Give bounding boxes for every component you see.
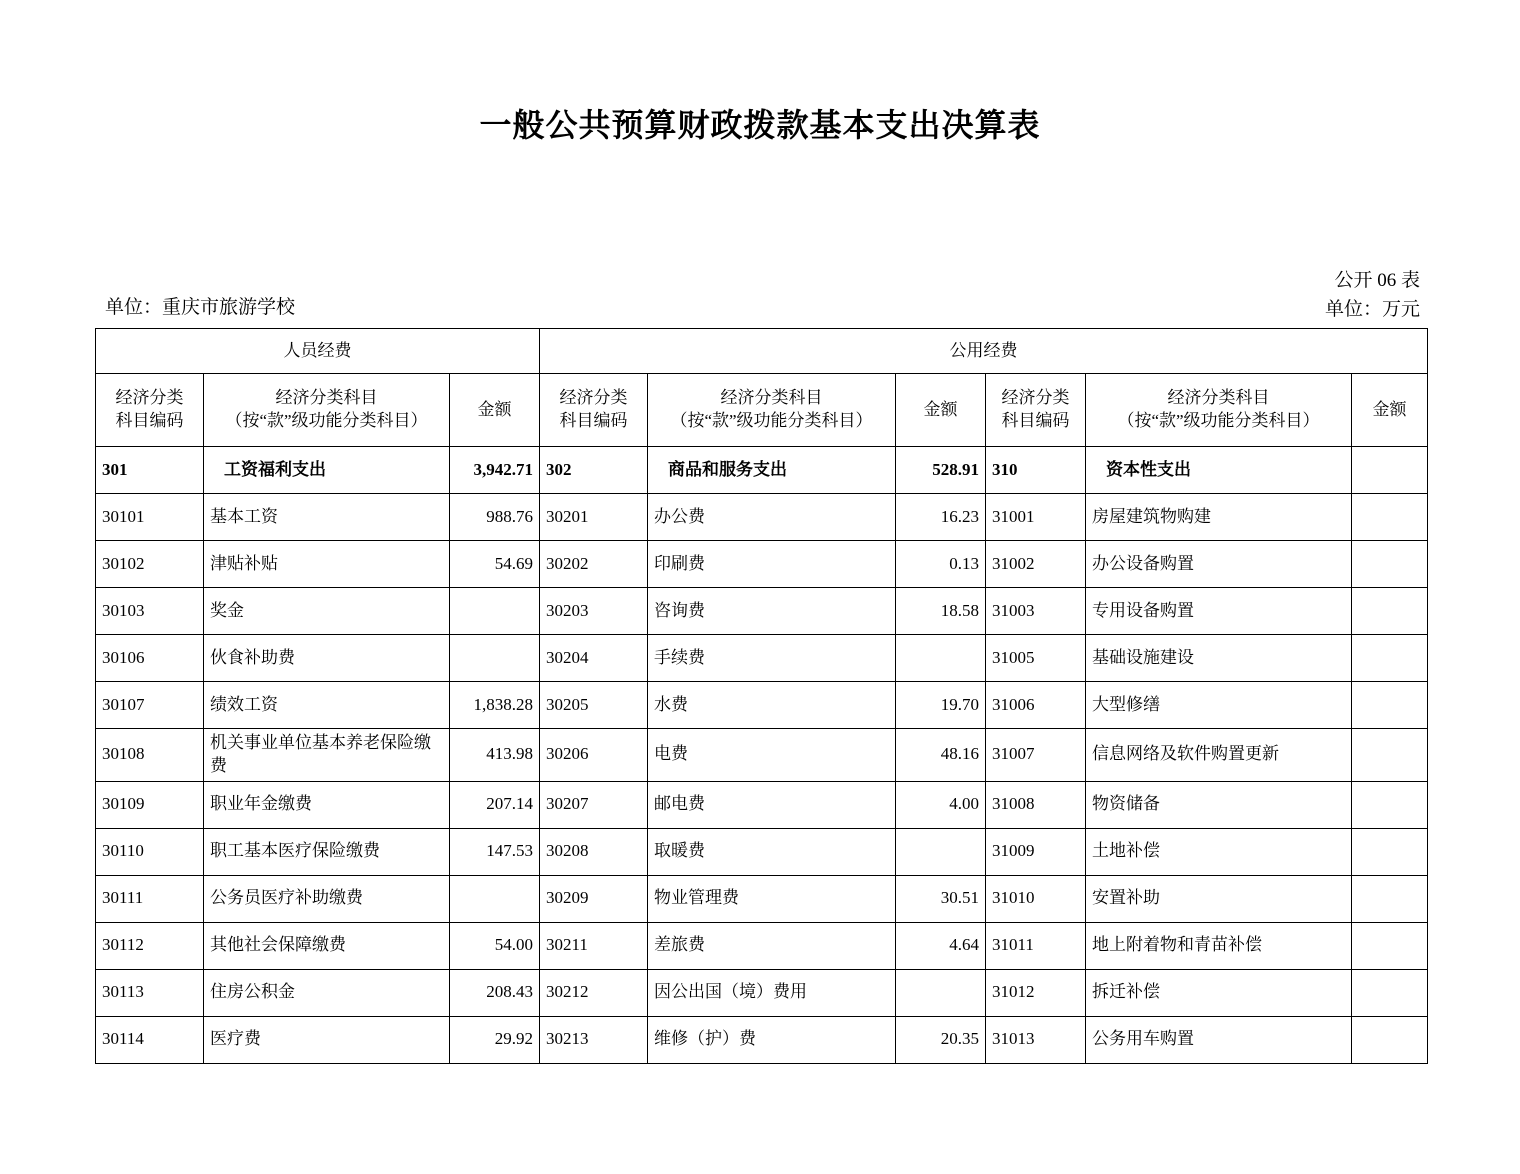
cell-service-amount: [896, 635, 986, 682]
cell-capital-amount: [1352, 875, 1428, 922]
cell-service-code: 30204: [540, 635, 648, 682]
unit-label: 单位：重庆市旅游学校: [105, 297, 296, 318]
col-header-name-2: [648, 374, 896, 447]
cell-personnel-amount: 1,838.28: [450, 682, 540, 729]
cell-service-code: 30207: [540, 781, 648, 828]
group-header-public: 公用经费: [540, 329, 1428, 374]
cell-personnel-amount: 208.43: [450, 969, 540, 1016]
cell-personnel-name: 住房公积金: [204, 969, 450, 1016]
cell-service-code: 30213: [540, 1016, 648, 1063]
cell-service-amount: 0.13: [896, 541, 986, 588]
col-header-code-2: [540, 374, 648, 447]
cell-capital-code: 31011: [986, 922, 1086, 969]
cell-personnel-code: 30107: [96, 682, 204, 729]
document-page: [0, 100, 1520, 1174]
budget-table: [95, 328, 1428, 1064]
col-header-code-1: [96, 374, 204, 447]
cell-service-code: 30212: [540, 969, 648, 1016]
cell-personnel-amount: 54.00: [450, 922, 540, 969]
cell-service-name: 取暖费: [648, 828, 896, 875]
col-header-amount-2: 金额: [896, 374, 986, 447]
cell-personnel-amount: 29.92: [450, 1016, 540, 1063]
col-header-name-line2: （按“款”级功能分类科目）: [1117, 411, 1320, 430]
cell-capital-name: 地上附着物和青苗补偿: [1086, 922, 1352, 969]
cell-personnel-amount: 988.76: [450, 494, 540, 541]
col-header-name-line1: 经济分类科目: [720, 388, 823, 408]
table-head: [96, 329, 1428, 447]
cell-service-amount: 4.00: [896, 781, 986, 828]
cell-personnel-code: 30101: [96, 494, 204, 541]
table-row: [96, 828, 1428, 875]
cell-personnel-name: 工资福利支出: [204, 447, 450, 494]
cell-capital-code: 310: [986, 447, 1086, 494]
cell-service-name: 印刷费: [648, 541, 896, 588]
cell-personnel-name: 职工基本医疗保险缴费: [204, 828, 450, 875]
cell-personnel-code: 30109: [96, 781, 204, 828]
cell-personnel-name: 医疗费: [204, 1016, 450, 1063]
cell-capital-name: 公务用车购置: [1086, 1016, 1352, 1063]
cell-service-amount: 48.16: [896, 729, 986, 782]
cell-service-amount: 4.64: [896, 922, 986, 969]
cell-personnel-name: 机关事业单位基本养老保险缴费: [204, 729, 450, 782]
cell-personnel-amount: 413.98: [450, 729, 540, 782]
col-header-amount-1: 金额: [450, 374, 540, 447]
cell-service-amount: 528.91: [896, 447, 986, 494]
form-meta: [1325, 266, 1420, 325]
cell-capital-name: 专用设备购置: [1086, 588, 1352, 635]
cell-capital-code: 31001: [986, 494, 1086, 541]
cell-service-amount: 18.58: [896, 588, 986, 635]
cell-service-name: 物业管理费: [648, 875, 896, 922]
cell-personnel-name: 基本工资: [204, 494, 450, 541]
cell-service-name: 维修（护）费: [648, 1016, 896, 1063]
cell-capital-name: 安置补助: [1086, 875, 1352, 922]
col-header-code-line2: 科目编码: [559, 411, 628, 430]
cell-personnel-code: 30102: [96, 541, 204, 588]
cell-service-amount: 16.23: [896, 494, 986, 541]
cell-personnel-amount: 147.53: [450, 828, 540, 875]
group-header-personnel: 人员经费: [96, 329, 540, 374]
cell-capital-code: 31013: [986, 1016, 1086, 1063]
cell-capital-name: 物资储备: [1086, 781, 1352, 828]
cell-capital-code: 31002: [986, 541, 1086, 588]
form-number: 公开 06 表: [1334, 270, 1420, 291]
table-row: [96, 875, 1428, 922]
column-header-row: [96, 374, 1428, 447]
cell-personnel-code: 301: [96, 447, 204, 494]
cell-service-name: 水费: [648, 682, 896, 729]
cell-service-name: 差旅费: [648, 922, 896, 969]
table-row: [96, 635, 1428, 682]
cell-personnel-amount: [450, 588, 540, 635]
col-header-name-line2: （按“款”级功能分类科目）: [225, 411, 428, 430]
table-row: [96, 729, 1428, 782]
cell-service-amount: [896, 828, 986, 875]
col-header-code-line2: 科目编码: [115, 411, 184, 430]
col-header-code-line1: 经济分类: [559, 388, 628, 408]
cell-capital-code: 31003: [986, 588, 1086, 635]
cell-personnel-name: 津贴补贴: [204, 541, 450, 588]
col-header-name-line1: 经济分类科目: [275, 388, 378, 408]
table-row: [96, 1016, 1428, 1063]
table-row: [96, 588, 1428, 635]
col-header-code-line1: 经济分类: [115, 388, 184, 408]
cell-personnel-name: 公务员医疗补助缴费: [204, 875, 450, 922]
cell-personnel-code: 30112: [96, 922, 204, 969]
cell-service-amount: 20.35: [896, 1016, 986, 1063]
cell-service-name: 咨询费: [648, 588, 896, 635]
cell-capital-amount: [1352, 1016, 1428, 1063]
cell-personnel-code: 30110: [96, 828, 204, 875]
cell-service-code: 30202: [540, 541, 648, 588]
cell-capital-code: 31008: [986, 781, 1086, 828]
cell-service-code: 30209: [540, 875, 648, 922]
cell-capital-amount: [1352, 447, 1428, 494]
cell-service-code: 302: [540, 447, 648, 494]
cell-capital-code: 31005: [986, 635, 1086, 682]
cell-capital-name: 拆迁补偿: [1086, 969, 1352, 1016]
cell-service-amount: [896, 969, 986, 1016]
cell-personnel-amount: [450, 635, 540, 682]
cell-capital-amount: [1352, 969, 1428, 1016]
cell-service-name: 办公费: [648, 494, 896, 541]
cell-capital-amount: [1352, 635, 1428, 682]
cell-service-name: 因公出国（境）费用: [648, 969, 896, 1016]
cell-personnel-name: 奖金: [204, 588, 450, 635]
cell-personnel-amount: 54.69: [450, 541, 540, 588]
cell-capital-name: 办公设备购置: [1086, 541, 1352, 588]
cell-capital-amount: [1352, 729, 1428, 782]
col-header-code-line1: 经济分类: [1001, 388, 1070, 408]
cell-personnel-name: 其他社会保障缴费: [204, 922, 450, 969]
table-row: [96, 922, 1428, 969]
cell-personnel-code: 30108: [96, 729, 204, 782]
cell-service-amount: 30.51: [896, 875, 986, 922]
cell-personnel-code: 30103: [96, 588, 204, 635]
cell-capital-name: 资本性支出: [1086, 447, 1352, 494]
table-body: [96, 447, 1428, 1064]
cell-service-name: 商品和服务支出: [648, 447, 896, 494]
table-row: [96, 494, 1428, 541]
cell-service-code: 30205: [540, 682, 648, 729]
col-header-code-line2: 科目编码: [1001, 411, 1070, 430]
cell-service-code: 30206: [540, 729, 648, 782]
cell-personnel-name: 职业年金缴费: [204, 781, 450, 828]
cell-service-amount: 19.70: [896, 682, 986, 729]
col-header-amount-3: 金额: [1352, 374, 1428, 447]
cell-service-code: 30208: [540, 828, 648, 875]
cell-personnel-name: 绩效工资: [204, 682, 450, 729]
group-header-row: [96, 329, 1428, 374]
cell-capital-amount: [1352, 494, 1428, 541]
cell-capital-amount: [1352, 541, 1428, 588]
cell-capital-code: 31007: [986, 729, 1086, 782]
col-header-name-1: [204, 374, 450, 447]
cell-capital-code: 31009: [986, 828, 1086, 875]
cell-service-code: 30211: [540, 922, 648, 969]
cell-capital-name: 房屋建筑物购建: [1086, 494, 1352, 541]
amount-unit: 单位：万元: [1324, 299, 1420, 321]
cell-capital-name: 土地补偿: [1086, 828, 1352, 875]
cell-service-name: 邮电费: [648, 781, 896, 828]
col-header-name-3: [1086, 374, 1352, 447]
table-row: [96, 781, 1428, 828]
cell-personnel-code: 30114: [96, 1016, 204, 1063]
cell-service-code: 30201: [540, 494, 648, 541]
cell-capital-amount: [1352, 922, 1428, 969]
table-row: [96, 447, 1428, 494]
table-row: [96, 682, 1428, 729]
cell-capital-amount: [1352, 781, 1428, 828]
cell-capital-code: 31006: [986, 682, 1086, 729]
col-header-name-line1: 经济分类科目: [1167, 388, 1270, 408]
cell-personnel-code: 30113: [96, 969, 204, 1016]
cell-personnel-amount: 207.14: [450, 781, 540, 828]
cell-personnel-code: 30111: [96, 875, 204, 922]
cell-service-code: 30203: [540, 588, 648, 635]
cell-capital-name: 大型修缮: [1086, 682, 1352, 729]
cell-capital-code: 31012: [986, 969, 1086, 1016]
table-row: [96, 969, 1428, 1016]
page-title: 一般公共预算财政拨款基本支出决算表: [479, 107, 1041, 143]
col-header-name-line2: （按“款”级功能分类科目）: [670, 411, 873, 430]
cell-capital-name: 信息网络及软件购置更新: [1086, 729, 1352, 782]
cell-service-name: 手续费: [648, 635, 896, 682]
cell-capital-code: 31010: [986, 875, 1086, 922]
table-row: [96, 541, 1428, 588]
cell-personnel-amount: 3,942.71: [450, 447, 540, 494]
col-header-code-3: [986, 374, 1086, 447]
cell-capital-amount: [1352, 588, 1428, 635]
cell-service-name: 电费: [648, 729, 896, 782]
cell-capital-amount: [1352, 682, 1428, 729]
cell-capital-name: 基础设施建设: [1086, 635, 1352, 682]
cell-personnel-code: 30106: [96, 635, 204, 682]
cell-personnel-name: 伙食补助费: [204, 635, 450, 682]
cell-personnel-amount: [450, 875, 540, 922]
cell-capital-amount: [1352, 828, 1428, 875]
